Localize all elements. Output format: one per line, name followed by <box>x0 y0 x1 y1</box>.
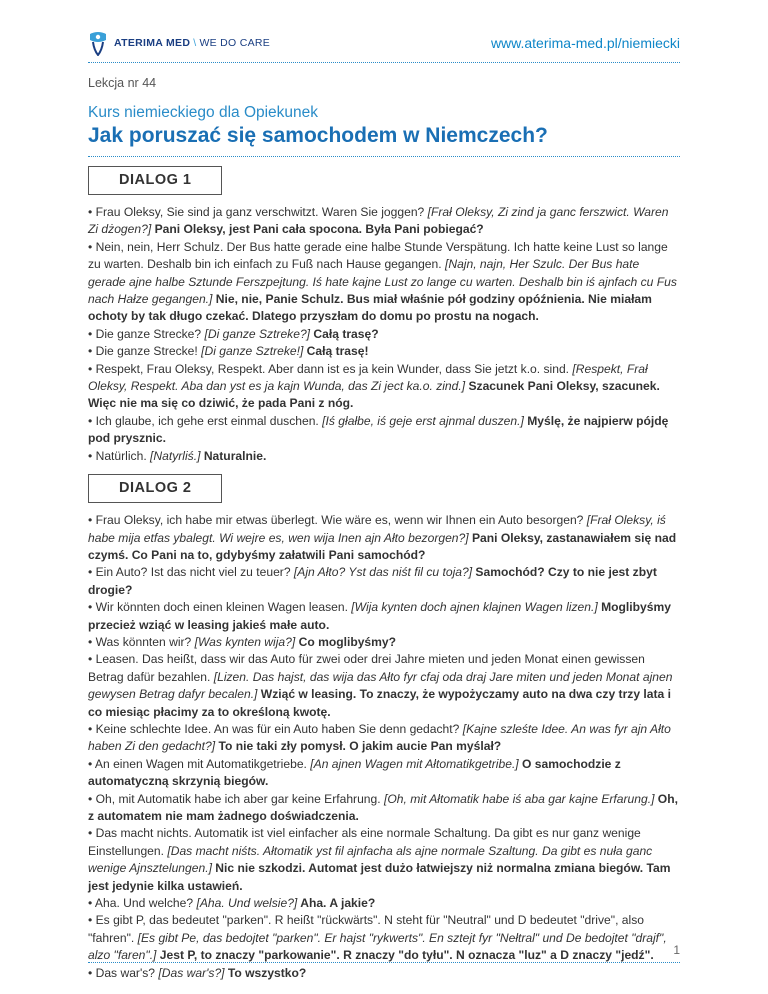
dialog-line <box>88 564 680 599</box>
german-text: • Das macht nichts. Automatik ist viel einfacher als eine normale Schaltung. Da gibt es nur ganz wenige Einstellungen. <box>88 826 641 858</box>
website-url[interactable]: www.aterima-med.pl/niemiecki <box>490 35 680 51</box>
lesson-label: Lekcja nr 44 <box>88 76 157 90</box>
polish-translation: Aha. A jakie? <box>297 896 376 911</box>
german-text: • Keine schlechte Idee. An was für ein Auto haben Sie denn gedacht? <box>88 721 463 736</box>
polish-translation: Pani Oleksy, jest Pani cała spocona. Była Pani pobiegać? <box>151 222 484 237</box>
dialog-1-heading: DIALOG 1 <box>88 166 222 195</box>
dialog-1-text <box>88 204 680 465</box>
dialog-line <box>88 965 680 982</box>
phonetic-text: [Iś głałbe, iś geje erst ajnmal duszen.] <box>322 413 524 428</box>
phonetic-text: [Oh, mit Ałtomatik habe iś aba gar kajne Erfarung.] <box>383 791 655 806</box>
dialog-line <box>88 895 680 912</box>
dialog-line <box>88 721 680 756</box>
dialog-line <box>88 326 680 343</box>
german-text: • Ein Auto? Ist das nicht viel zu teuer? <box>88 565 294 580</box>
dialog-line <box>88 512 680 564</box>
polish-translation: Myślę, że najpierw pójdę pod prysznic. <box>88 413 669 446</box>
polish-translation: To nie taki zły pomysł. O jakim aucie Pan myślał? <box>215 739 502 754</box>
phonetic-text: [Was kynten wija?] <box>194 634 296 649</box>
phonetic-text: [Das war's?] <box>158 965 225 980</box>
dialog-line <box>88 361 680 413</box>
page-header <box>88 0 680 62</box>
polish-translation: Pani Oleksy, zastanawiałem się nad czymś. Co Pani na to, gdybyśmy załatwili Pani samochód? <box>88 530 677 562</box>
phonetic-text: [Di ganze Sztreke!] <box>201 344 304 359</box>
phonetic-text: [Frał Oleksy, Zi zind ja ganc ferszwict. Waren Zi dżogen?] <box>88 205 669 237</box>
german-text: • Es gibt P, das bedeutet "parken". R heißt "rückwärts". N steht für "Neutral" und D bedeutet "drive", also "fahren". <box>88 913 644 945</box>
german-text: • Frau Oleksy, Sie sind ja ganz verschwitzt. Waren Sie joggen? <box>88 205 428 219</box>
german-text: • Frau Oleksy, ich habe mir etwas überlegt. Wie wäre es, wenn wir Ihnen ein Auto besorgen? <box>88 513 587 528</box>
company-logo <box>88 30 270 56</box>
phonetic-text: [An ajnen Wagen mit Ałtomatikgetribe.] <box>310 756 519 771</box>
title-divider <box>88 156 680 157</box>
logo-separator: \ <box>193 37 197 49</box>
page-title: Jak poruszać się samochodem w Niemczech? <box>88 124 548 147</box>
dialog-2-heading: DIALOG 2 <box>88 474 222 503</box>
polish-translation: O samochodzie z automatyczną skrzynią biegów. <box>88 756 621 789</box>
logo-tagline: WE DO CARE <box>199 37 271 49</box>
phonetic-text: [Kajne szleśte Idee. An was fyr ajn Ałto haben Zi den gedacht?] <box>88 721 671 754</box>
phonetic-text: [Frał Oleksy, iś habe mija etfas ybalegt. Wi wejre es, wen wija Inen ajn Ałto bezorgen?] <box>88 513 666 545</box>
polish-translation: Szacunek Pani Oleksy, szacunek. Więc nie ma się co dziwić, że pada Pani z nóg. <box>88 379 660 411</box>
polish-translation: Jest P, to znaczy "parkowanie". R znaczy "do tyłu". N oznacza "luz" a D znaczy "jedź". <box>156 948 654 963</box>
page-number: 1 <box>673 943 680 957</box>
footer-divider <box>88 962 680 963</box>
phonetic-text: [Aha. Und welsie?] <box>196 896 298 911</box>
german-text: • Die ganze Strecke? <box>88 326 205 341</box>
polish-translation: Samochód? Czy to nie jest zbyt drogie? <box>88 565 657 597</box>
german-text: • Respekt, Frau Oleksy, Respekt. Aber dann ist es ja kein Wunder, dass Sie jetzt k.o. sind. <box>88 361 573 376</box>
document-page <box>88 0 680 982</box>
header-divider <box>88 62 680 63</box>
course-label: Kurs niemieckiego dla Opiekunek <box>88 104 319 121</box>
german-text: • Ich glaube, ich gehe erst einmal duschen. <box>88 413 323 428</box>
logo-brand: ATERIMA MED <box>114 37 191 49</box>
polish-translation: Całą trasę? <box>310 326 379 341</box>
german-text: • Leasen. Das heißt, dass wir das Auto für zwei oder drei Jahre mieten und jeden Monat einen gewissen Betrag dafür bezahlen. <box>88 652 645 684</box>
german-text: • Nein, nein, Herr Schulz. Der Bus hatte gerade eine halbe Stunde Verspätung. Ich hatte keine Lust so lange zu warten. Deshalb bin ich einfach zu Fuß nach Hause gegangen. <box>88 239 668 272</box>
german-text: • Das war's? <box>88 965 159 980</box>
german-text: • Oh, mit Automatik habe ich aber gar keine Erfahrung. <box>88 791 384 806</box>
polish-translation: Całą trasę! <box>303 344 369 359</box>
dialog-line <box>88 239 680 326</box>
phonetic-text: [Wija kynten doch ajnen klajnen Wagen lizen.] <box>351 600 598 615</box>
phonetic-text: [Das macht niśts. Ałtomatik yst fil ajnfacha als ajne normale Szaltung. Da gibt es nuła ganc wenige Ajnsztelungen.] <box>88 843 653 876</box>
german-text: • Wir könnten doch einen kleinen Wagen leasen. <box>88 600 352 615</box>
german-text: • An einen Wagen mit Automatikgetriebe. <box>88 756 311 771</box>
polish-translation: Naturalnie. <box>200 448 267 463</box>
dialog-line <box>88 912 680 964</box>
dialog-line <box>88 825 680 895</box>
polish-translation: Nie, nie, Panie Schulz. Bus miał właśnie pół godziny opóźnienia. Nie miałam ochoty by tak długo czekać. Dlatego przyszłam do domu po prostu na nogach. <box>88 292 652 324</box>
phonetic-text: [Respekt, Frał Oleksy, Respekt. Aba dan yst es ja kajn Wunda, das Zi ject ka.o. zind.] <box>88 361 648 394</box>
dialog-line <box>88 599 680 634</box>
dialog-line <box>88 756 680 791</box>
aterima-logo-icon <box>88 30 108 56</box>
dialog-line <box>88 651 680 721</box>
dialog-line <box>88 634 680 651</box>
phonetic-text: [Lizen. Das hajst, das wija das Ałto fyr cfaj oda draj Jare miten und jeden Monat ajnen gewysen Betrag dafyr becalen.] <box>88 669 673 702</box>
polish-translation: Oh, z automatem nie mam żadnego doświadczenia. <box>88 791 678 823</box>
phonetic-text: [Natyrliś.] <box>150 448 201 463</box>
polish-translation: To wszystko? <box>224 965 307 980</box>
phonetic-text: [Ajn Ałto? Yst das niśt fil cu toja?] <box>293 565 473 580</box>
german-text: • Natürlich. <box>88 448 151 463</box>
phonetic-text: [Najn, najn, Her Szulc. Der Bus hate gerade ajne halbe Sztunde Ferszpejtung. Iś hate kajne Lust zo lange cu warten. Deshalb bin iś ajnfach cu Fus nach Hałze gegangen.] <box>88 257 677 307</box>
german-text: • Die ganze Strecke! <box>88 344 202 359</box>
dialog-line <box>88 343 680 360</box>
dialog-line <box>88 448 680 465</box>
phonetic-text: [Di ganze Sztreke?] <box>204 326 311 341</box>
polish-translation: Nic nie szkodzi. Automat jest dużo łatwiejszy niż normalna zmiana biegów. Tam jest jedynie kilka ustawień. <box>88 861 671 893</box>
dialog-line <box>88 791 680 826</box>
polish-translation: Co moglibyśmy? <box>295 634 397 649</box>
polish-translation: Wziąć w leasing. To znaczy, że wypożyczamy auto na dwa czy trzy lata i co miesiąc płacimy za to określoną kwotę. <box>88 687 671 719</box>
dialog-2-text <box>88 512 680 982</box>
dialog-line <box>88 413 680 448</box>
german-text: • Aha. Und welche? <box>88 896 197 911</box>
german-text: • Was könnten wir? <box>88 634 195 649</box>
polish-translation: Moglibyśmy przecież wziąć w leasing jakieś małe auto. <box>88 600 671 632</box>
phonetic-text: [Es gibt Pe, das bedojtet "parken". Er hajst "rykwerts". En sztejt fyr "Nełtral" und De bedojtet "drajf", alzo "faren".] <box>88 930 667 963</box>
dialog-line <box>88 204 680 239</box>
